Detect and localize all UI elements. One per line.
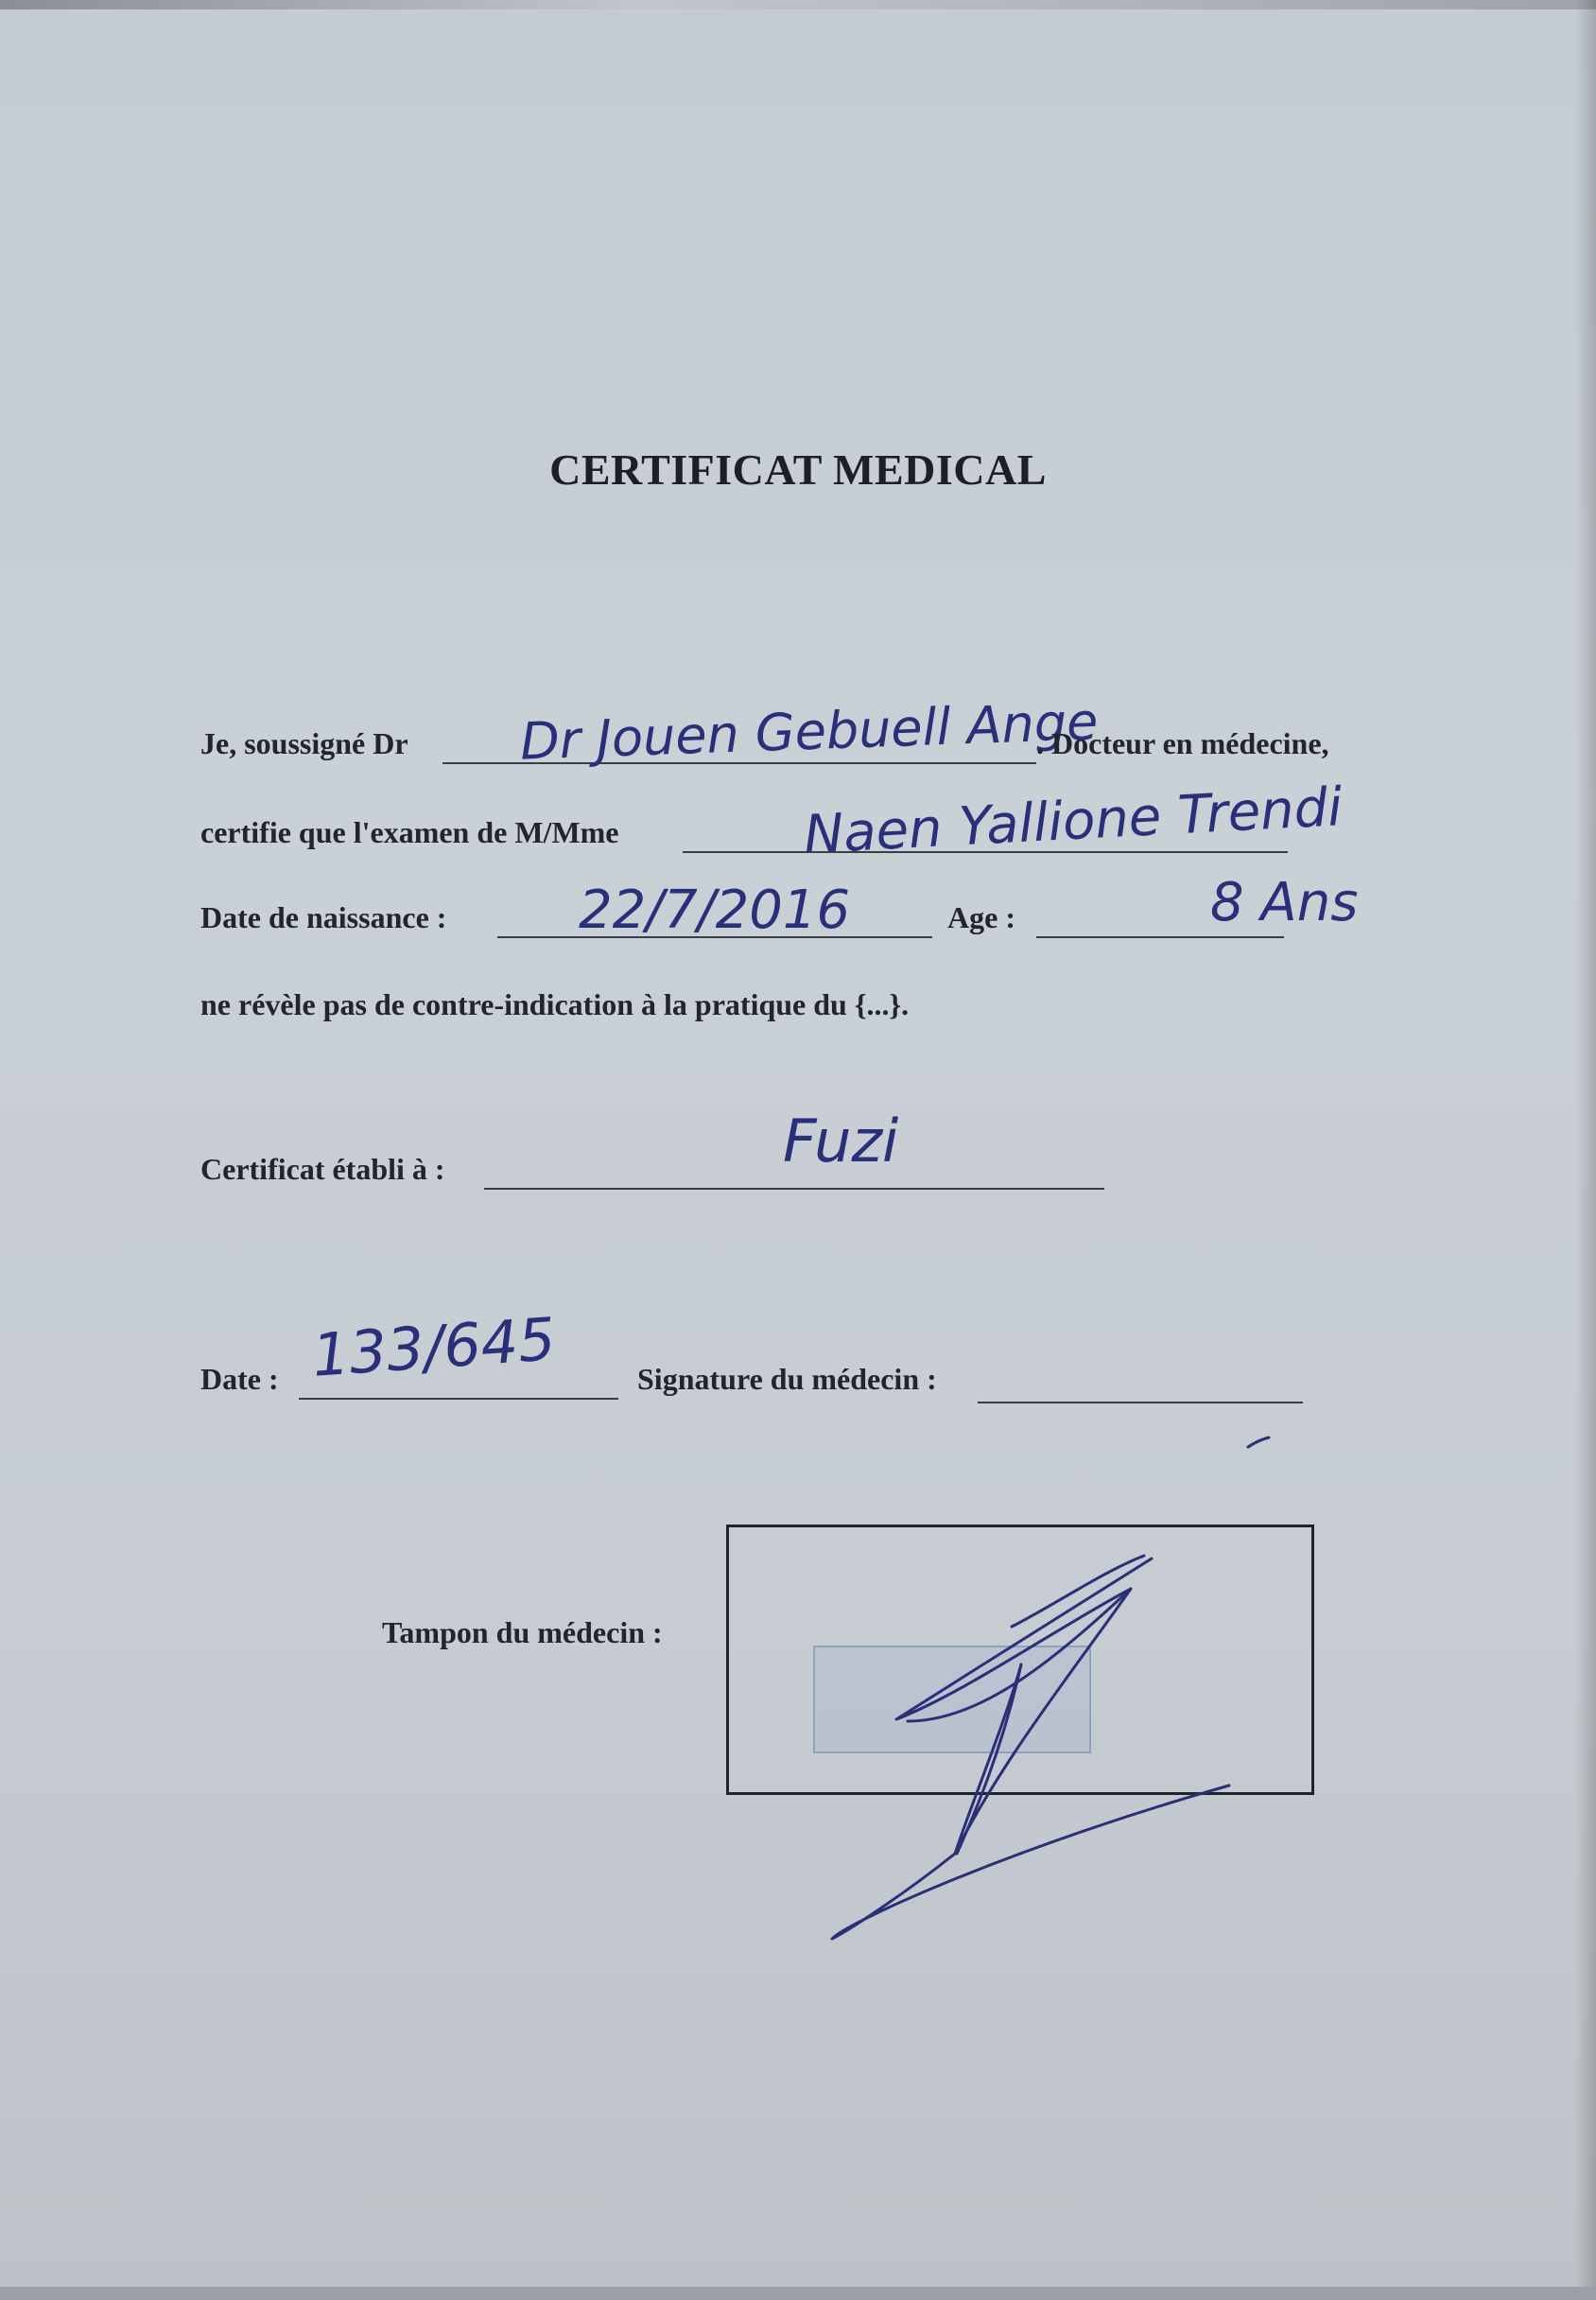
doctor-label: Je, soussigné Dr bbox=[200, 726, 408, 760]
doctor-title-text: . Docteur en médecine, bbox=[1036, 726, 1329, 760]
place-label: Certificat établi à : bbox=[200, 1152, 445, 1186]
doctor-name-handwritten: Dr Jouen Gebuell Ange bbox=[519, 691, 1100, 772]
signature-label: Signature du médecin : bbox=[637, 1362, 937, 1396]
birth-date-handwritten: 22/7/2016 bbox=[579, 880, 851, 941]
patient-label: certifie que l'examen de M/Mme bbox=[200, 815, 619, 849]
date-handwritten: 133/645 bbox=[309, 1304, 558, 1390]
document-title: CERTIFICAT MEDICAL bbox=[549, 445, 1047, 494]
age-handwritten: 8 Ans bbox=[1210, 872, 1359, 933]
stamp-label: Tampon du médecin : bbox=[382, 1615, 663, 1649]
place-handwritten: Fuzi bbox=[783, 1106, 899, 1176]
patient-name-handwritten: Naen Yallione Trendi bbox=[802, 776, 1344, 866]
birth-date-label: Date de naissance : bbox=[200, 900, 447, 934]
age-label: Age : bbox=[947, 900, 1015, 934]
contraindication-text: ne révèle pas de contre-indication à la pratique du {...}. bbox=[200, 987, 910, 1021]
date-label: Date : bbox=[200, 1362, 279, 1396]
